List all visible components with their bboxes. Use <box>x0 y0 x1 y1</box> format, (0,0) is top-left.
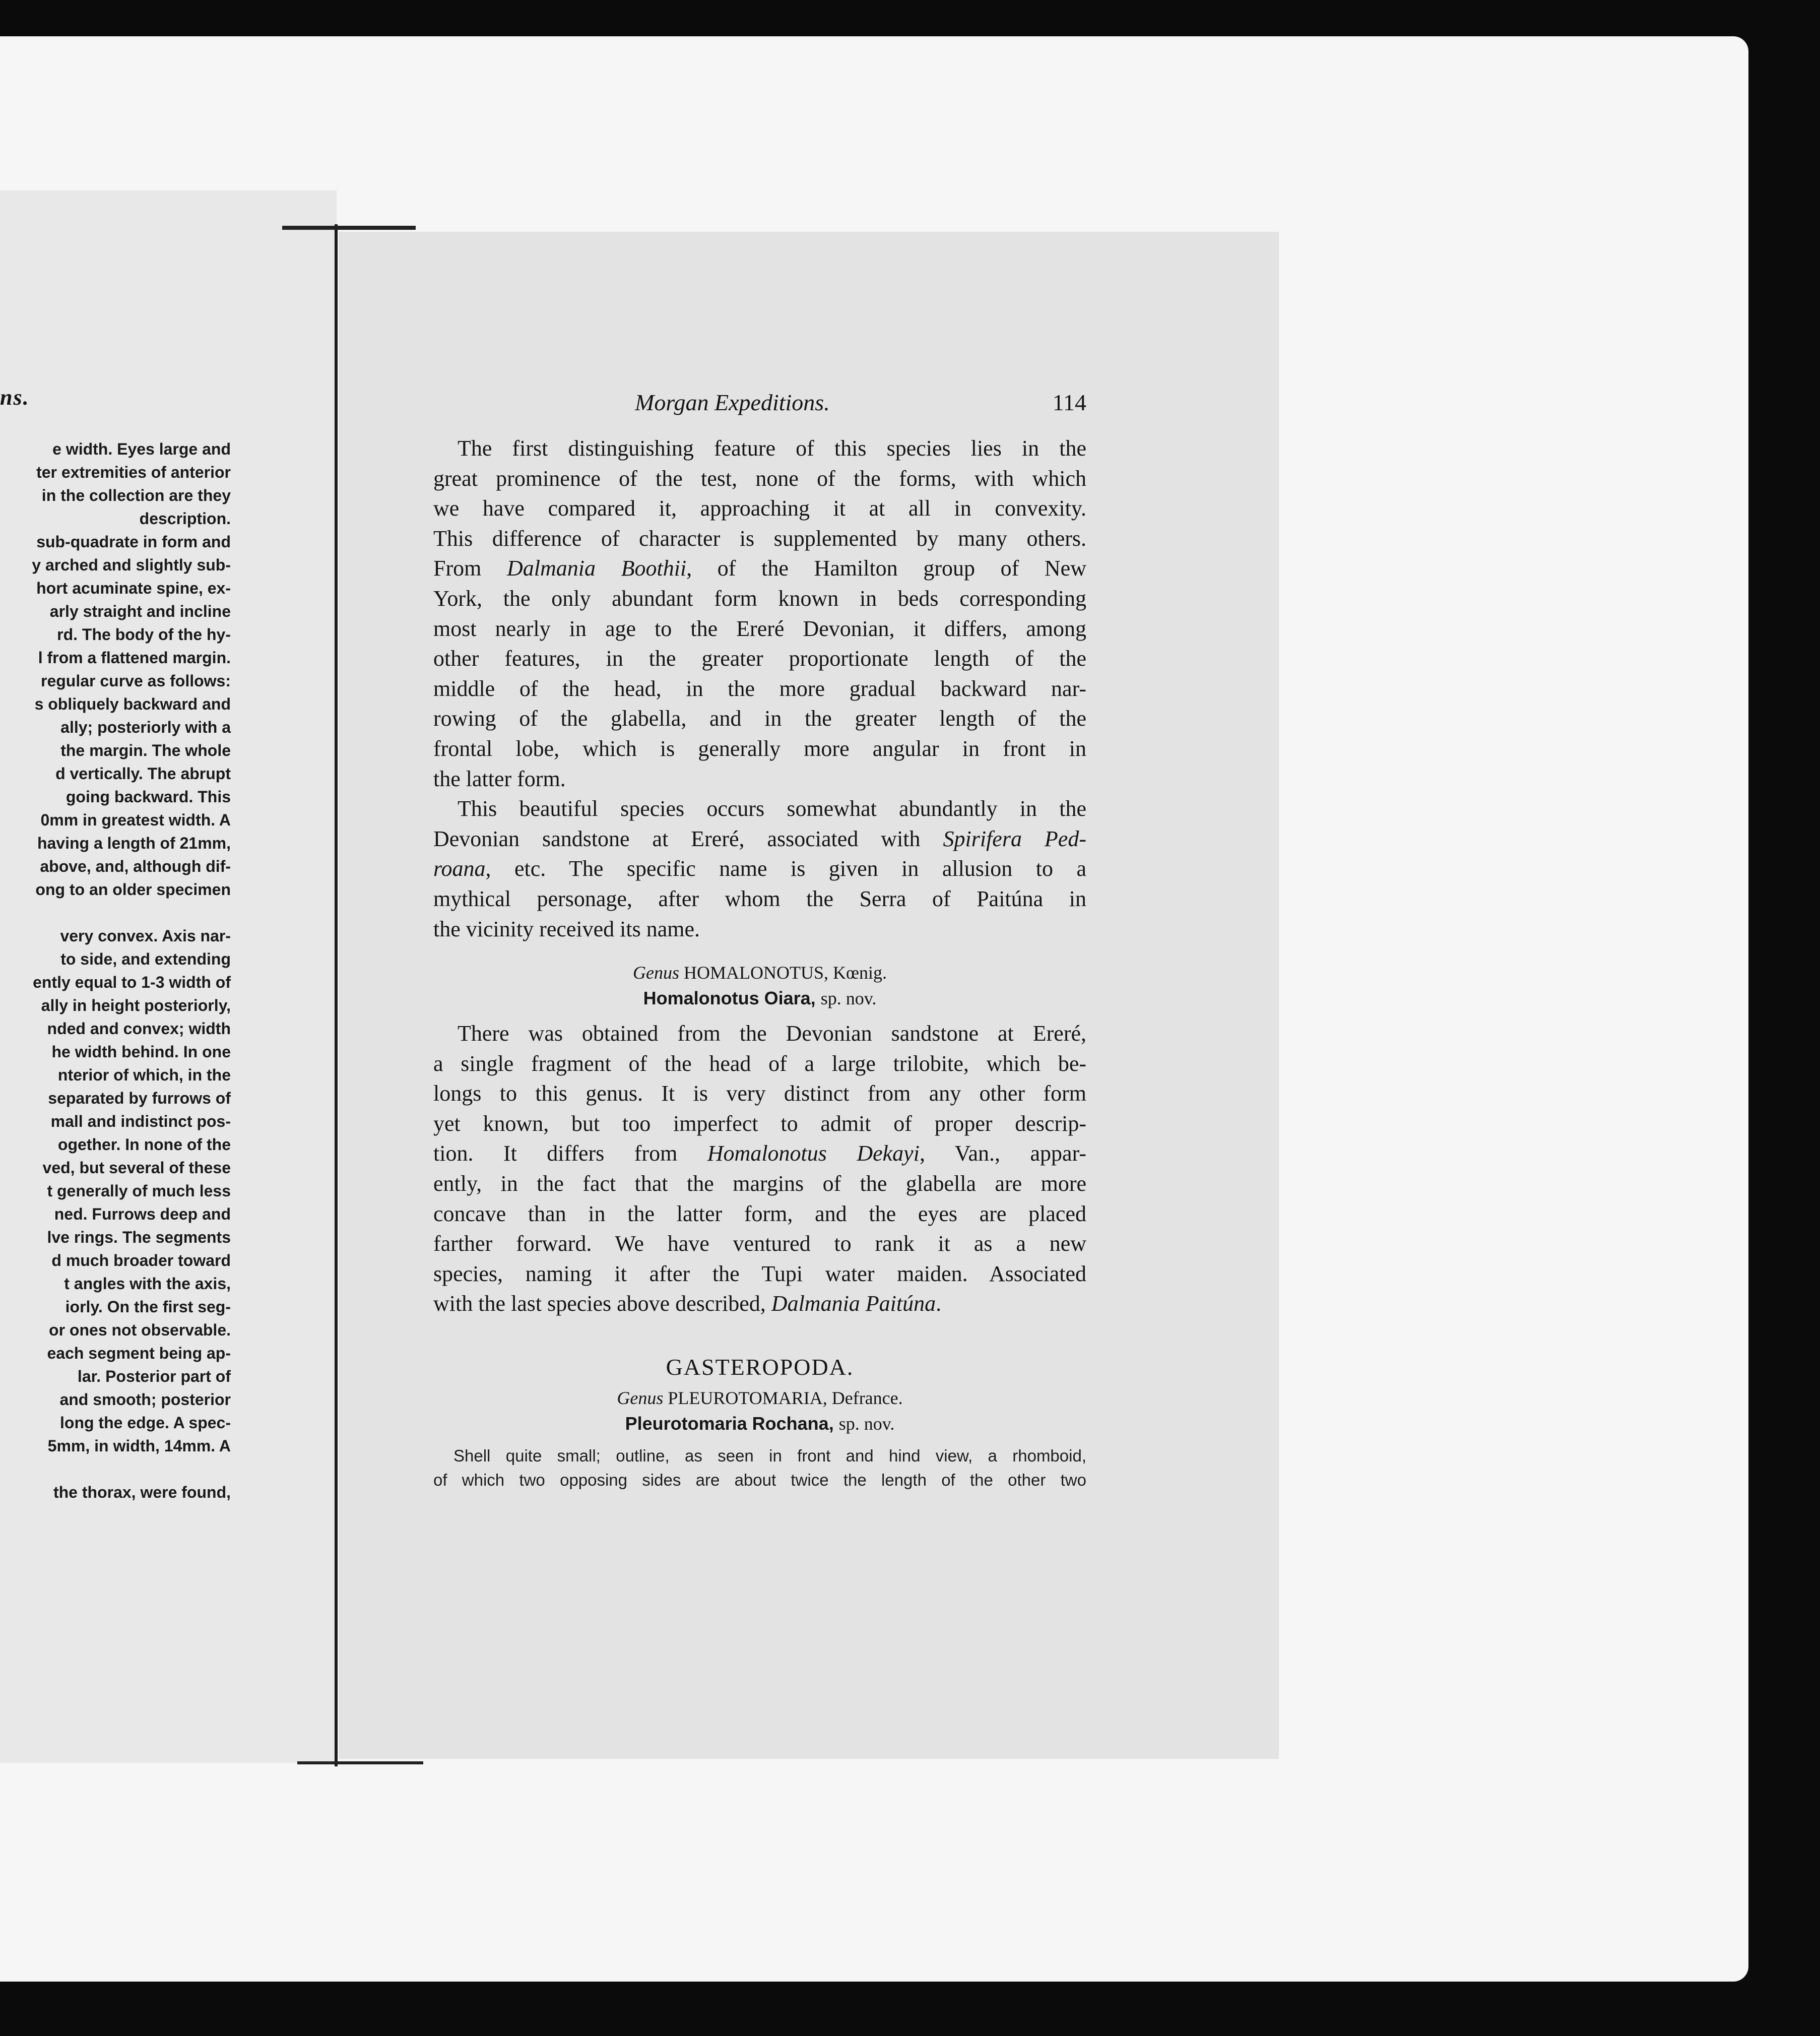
left-text-line: ved, but several of these <box>42 1159 231 1177</box>
text-line: the vicinity received its name. <box>433 916 700 941</box>
left-text-line: ned. Furrows deep and <box>54 1205 231 1223</box>
left-text-line: regular curve as follows: <box>40 672 231 690</box>
page-body <box>433 433 1086 1492</box>
left-text-line: mall and indistinct pos- <box>50 1112 231 1130</box>
text-line: This difference of character is supplemented by many others. <box>433 526 1086 551</box>
text-line: Shell quite small; outline, as seen in front and hind view, a rhomboid, <box>453 1446 1086 1466</box>
left-page-text <box>0 437 231 1504</box>
left-text-line: rd. The body of the hy- <box>57 625 231 644</box>
left-text-line: ally; posteriorly with a <box>60 718 231 736</box>
left-text-line: s obliquely backward and <box>34 695 231 713</box>
left-text-line: lar. Posterior part of <box>77 1367 231 1385</box>
page-header <box>433 389 1086 419</box>
left-text-line: ally in height posteriorly, <box>41 996 231 1014</box>
text-line: a single fragment of the head of a large trilobite, which be- <box>433 1051 1086 1076</box>
left-text-line: nterior of which, in the <box>57 1066 231 1084</box>
left-text-line: ogether. In none of the <box>57 1135 231 1154</box>
right-border <box>1748 0 1820 2036</box>
text-line: ently, in the fact that the margins of the glabella are more <box>433 1171 1086 1196</box>
species-name-dalmania-boothii: Dalmania Boothii <box>506 556 687 581</box>
left-text-line: l from a flattened margin. <box>38 649 231 667</box>
text-run: with the last species above described, <box>433 1291 771 1316</box>
paragraph-occurrence <box>433 794 1086 944</box>
text-line: species, naming it after the Tupi water maiden. Associated <box>433 1261 1086 1286</box>
species-suffix: sp. nov. <box>820 988 877 1009</box>
species-name-spirifera: Spirifera Ped- <box>943 826 1086 851</box>
text-line: yet known, but too imperfect to admit of proper descrip- <box>433 1111 1086 1136</box>
left-text-line: t generally of much less <box>47 1182 231 1200</box>
left-text-line: 0mm in greatest width. A <box>40 811 231 829</box>
genus-name: PLEUROTOMARIA, Defrance. <box>668 1388 903 1409</box>
binding-edge-top <box>282 226 416 230</box>
text-line: farther forward. We have ventured to rank it as a new <box>433 1231 1086 1256</box>
text-line: longs to this genus. It is very distinct from any other form <box>433 1081 1086 1106</box>
species-name-spirifera-cont: roana <box>433 856 486 881</box>
left-text-line: sub-quadrate in form and <box>36 533 231 551</box>
paragraph-dalmania-comparison <box>433 433 1086 794</box>
text-run: , Van., appar- <box>919 1141 1086 1166</box>
left-text-line: ently equal to 1-3 width of <box>33 973 231 991</box>
species-name-homalonotus-dekayi: Homalonotus Dekayi <box>707 1141 920 1166</box>
left-text-line <box>0 1457 231 1481</box>
text-line: other features, in the greater proportionate length of the <box>433 646 1086 671</box>
left-text-line: above, and, although dif- <box>40 857 231 875</box>
text-run: , etc. The specific name is given in allusion to a <box>485 856 1086 881</box>
text-line <box>433 553 1086 584</box>
left-text-line: having a length of 21mm, <box>37 834 231 852</box>
text-line: York, the only abundant form known in beds corresponding <box>433 586 1086 611</box>
genus-heading-homalonotus <box>433 960 1086 985</box>
left-text-line: iorly. On the first seg- <box>65 1298 231 1316</box>
text-line: concave than in the latter form, and the eyes are placed <box>433 1201 1086 1226</box>
left-text-line: to side, and extending <box>60 950 231 968</box>
species-heading-pleurotomaria-rochana <box>433 1411 1086 1437</box>
text-line: we have compared it, approaching it at all in convexity. <box>433 496 1086 521</box>
species-heading-homalonotus-oiara <box>433 985 1086 1011</box>
left-text-line: lve rings. The segments <box>47 1228 231 1246</box>
text-line <box>433 854 1086 884</box>
text-line: mythical personage, after whom the Serra of Paitúna in <box>433 886 1086 911</box>
page-fold <box>335 224 338 1766</box>
species-name-dalmania-paituna: Dalmania Paitúna <box>771 1291 936 1316</box>
text-line: The first distinguishing feature of this species lies in the <box>458 436 1086 461</box>
left-text-line: description. <box>139 510 231 528</box>
species-name: Homalonotus Oiara, <box>643 988 816 1009</box>
left-text-line: d much broader toward <box>51 1251 231 1269</box>
text-line: great prominence of the test, none of the forms, with which <box>433 466 1086 491</box>
genus-name: HOMALONOTUS, Kœnig. <box>684 963 887 983</box>
text-run: . <box>936 1291 942 1316</box>
text-line: the latter form. <box>433 766 566 791</box>
text-line: rowing of the glabella, and in the greater length of the <box>433 706 1086 731</box>
text-line: There was obtained from the Devonian sandstone at Ereré, <box>458 1021 1086 1046</box>
left-text-line: the thorax, were found, <box>53 1483 231 1501</box>
section-title-gasteropoda: GASTEROPODA. <box>666 1354 854 1380</box>
genus-heading-pleurotomaria <box>433 1385 1086 1411</box>
paragraph-homalonotus <box>433 1019 1086 1319</box>
left-text-line: long the edge. A spec- <box>60 1414 231 1432</box>
text-line: of which two opposing sides are about twice the length of the other two <box>433 1471 1086 1490</box>
left-text-line: very convex. Axis nar- <box>60 927 231 945</box>
left-text-line: d vertically. The abrupt <box>55 765 231 783</box>
paragraph-pleurotomaria <box>433 1444 1086 1492</box>
main-page <box>339 232 1279 1759</box>
left-text-line: arly straight and incline <box>49 602 231 620</box>
binding-edge-bottom <box>297 1761 423 1764</box>
left-page-running-head: ns. <box>0 385 30 410</box>
species-suffix: sp. nov. <box>838 1414 895 1434</box>
text-line <box>433 1289 1086 1319</box>
left-text-line: and smooth; posterior <box>59 1390 231 1409</box>
text-run: From <box>433 556 507 581</box>
left-text-line: the margin. The whole <box>60 741 231 759</box>
text-line: middle of the head, in the more gradual backward nar- <box>433 676 1086 701</box>
left-text-line: separated by furrows of <box>48 1089 231 1107</box>
left-text-line: 5mm, in width, 14mm. A <box>47 1437 231 1455</box>
left-facing-page <box>0 190 337 1763</box>
text-run: tion. It differs from <box>433 1141 707 1166</box>
running-head: Morgan Expeditions. <box>635 390 830 415</box>
left-text-line: or ones not observable. <box>49 1321 231 1339</box>
text-run: Devonian sandstone at Ereré, associated with <box>433 826 943 851</box>
left-text-line: nded and convex; width <box>47 1020 231 1038</box>
left-text-line: going backward. This <box>66 788 231 806</box>
text-line <box>433 824 1086 854</box>
genus-label: Genus <box>617 1388 664 1409</box>
text-run: , of the Hamilton group of New <box>686 556 1086 581</box>
page-number: 114 <box>1052 390 1086 415</box>
text-line <box>433 1138 1086 1169</box>
left-text-line: e width. Eyes large and <box>52 440 231 458</box>
left-text-line: y arched and slightly sub- <box>32 556 231 574</box>
species-name: Pleurotomaria Rochana, <box>625 1413 834 1434</box>
left-text-line: t angles with the axis, <box>64 1275 231 1293</box>
genus-label: Genus <box>633 963 679 983</box>
text-line: This beautiful species occurs somewhat abundantly in the <box>458 796 1086 821</box>
left-text-line: in the collection are they <box>41 486 231 504</box>
left-text-line: ong to an older specimen <box>35 880 231 899</box>
left-text-line: each segment being ap- <box>47 1344 231 1362</box>
text-line: frontal lobe, which is generally more angular in front in <box>433 736 1086 761</box>
left-text-line: ter extremities of anterior <box>36 463 231 481</box>
text-line: most nearly in age to the Ereré Devonian, it differs, among <box>433 616 1086 641</box>
left-text-line: hort acuminate spine, ex- <box>36 579 231 597</box>
left-text-line <box>0 901 231 924</box>
left-text-line: he width behind. In one <box>51 1043 231 1061</box>
